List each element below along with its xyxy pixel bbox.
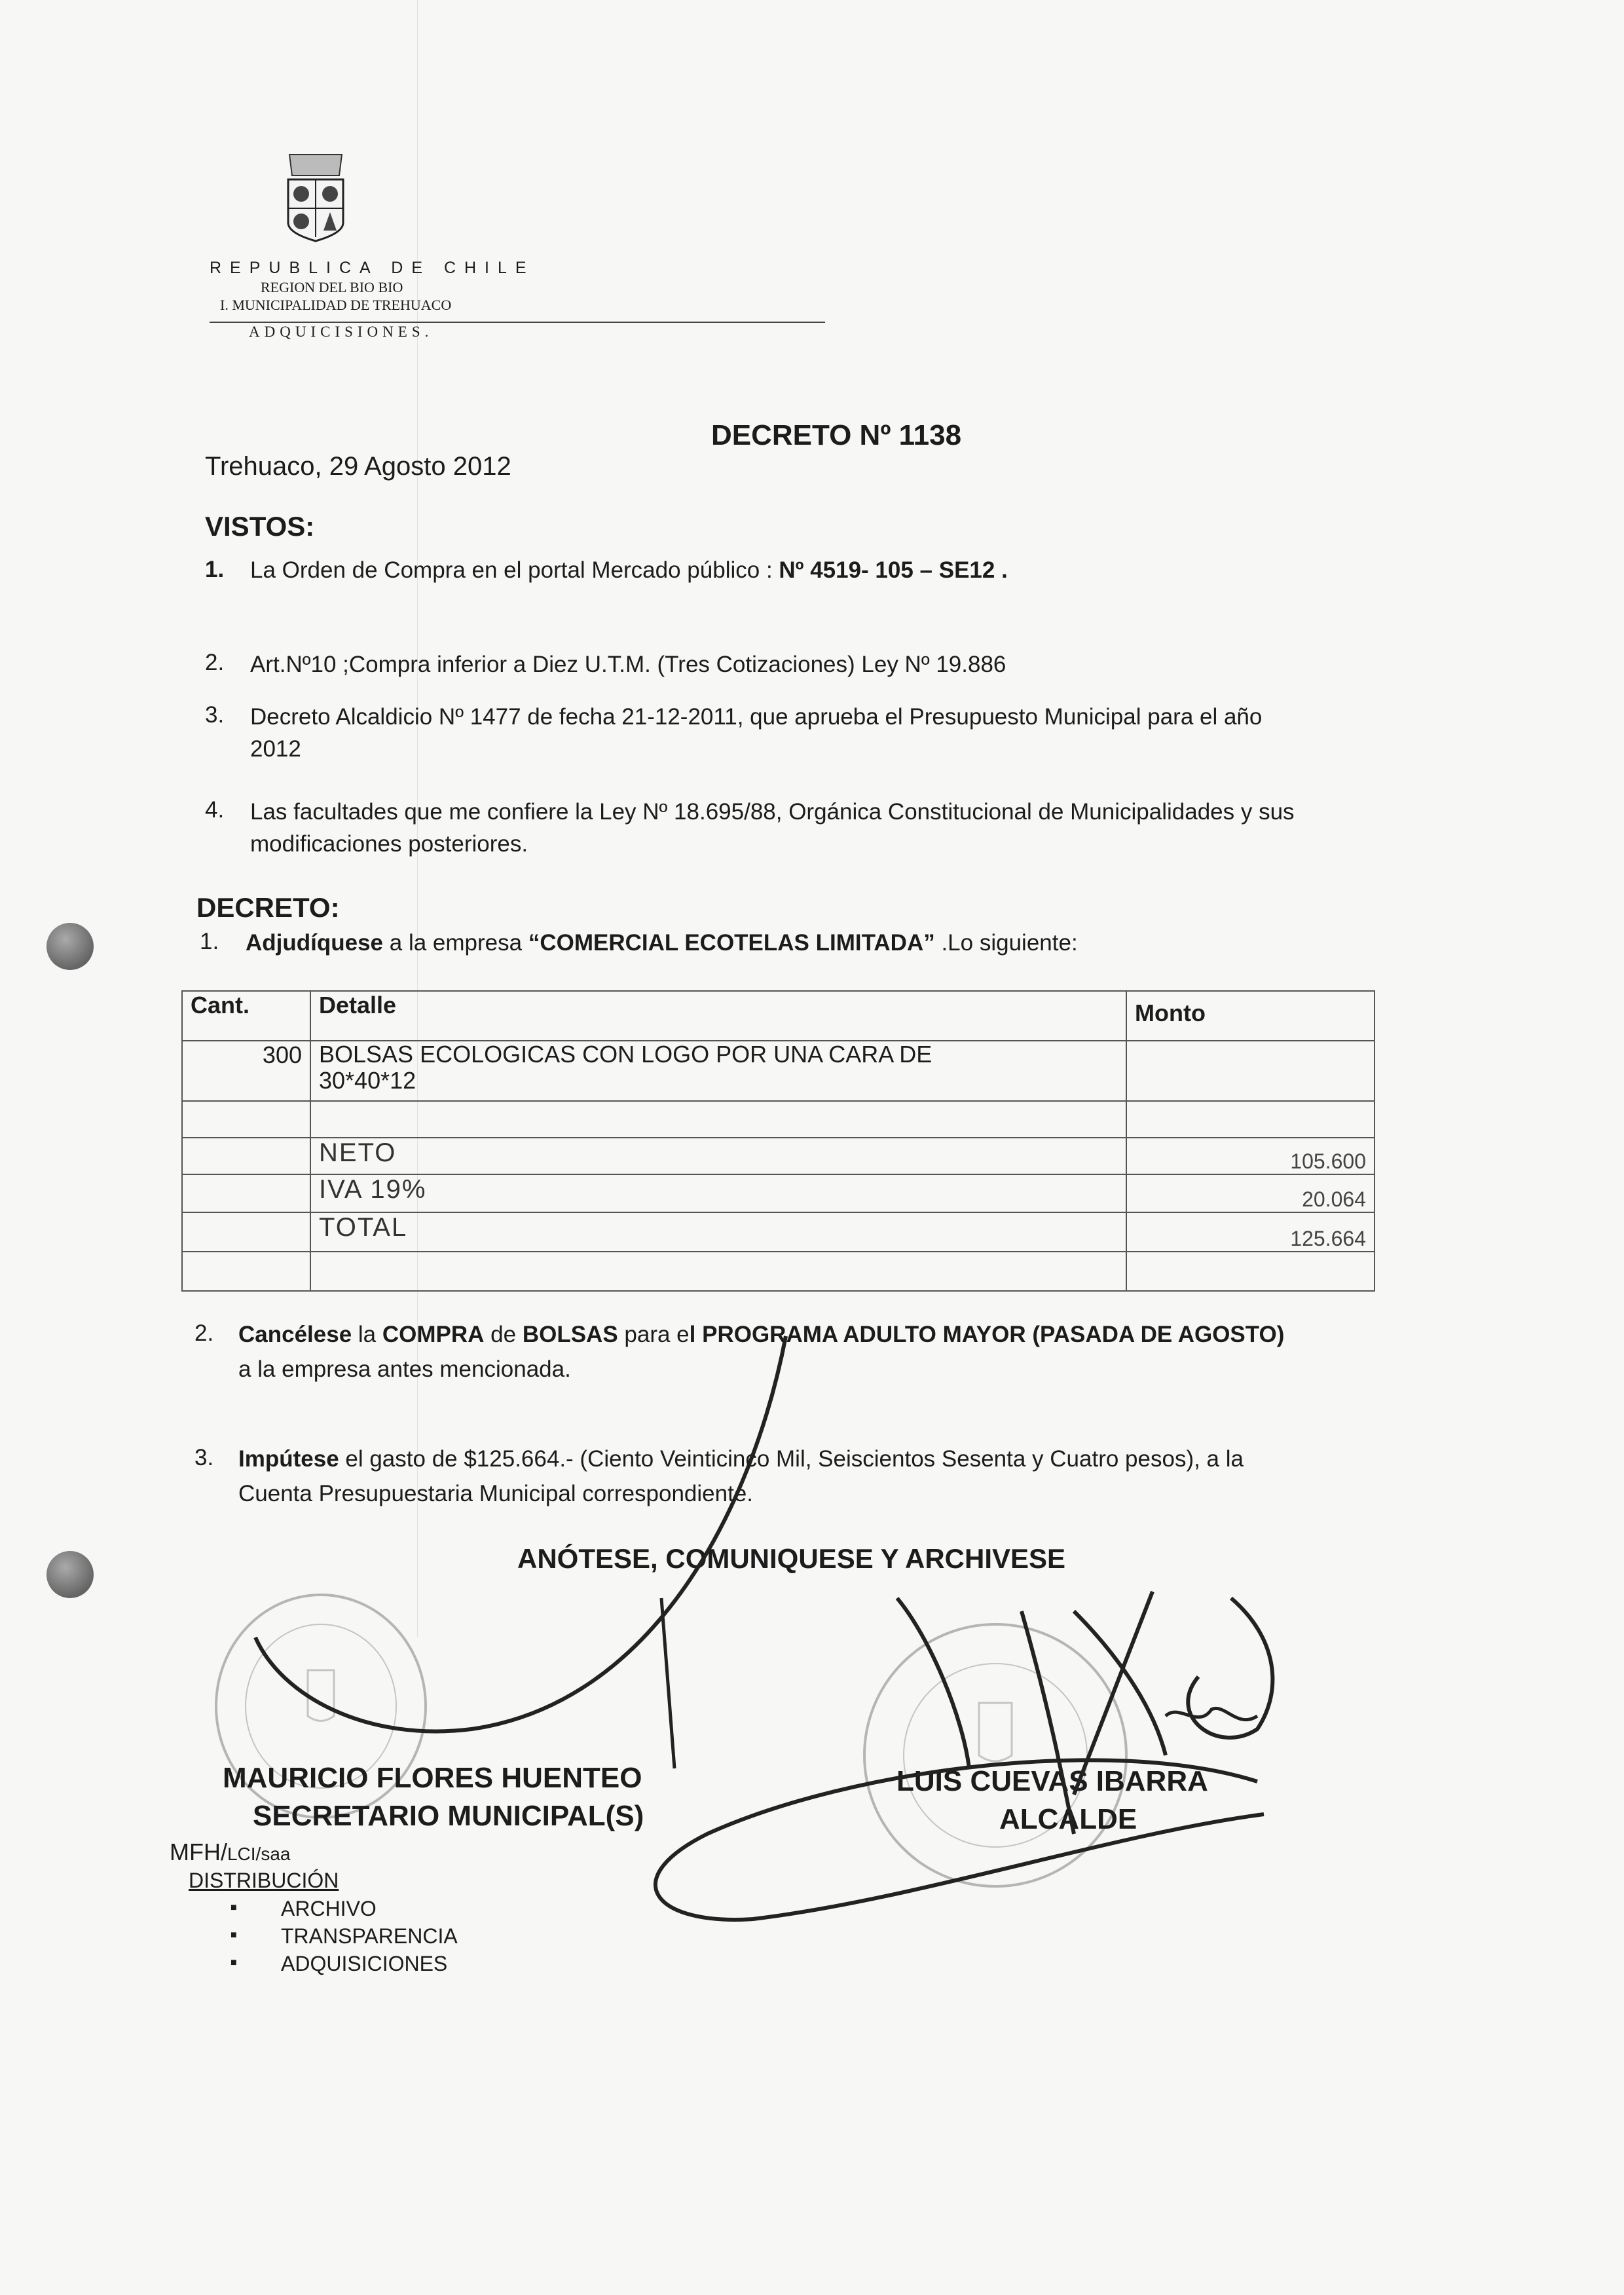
mayor-role: ALCALDE bbox=[999, 1803, 1137, 1835]
program-name: l PROGRAMA ADULTO MAYOR (PASADA DE AGOSTO) bbox=[689, 1322, 1285, 1347]
vistos-num: 2. bbox=[205, 650, 225, 675]
decreto-num: 2. bbox=[194, 1320, 214, 1346]
header-municipality: I. MUNICIPALIDAD DE TREHUACO bbox=[220, 297, 452, 313]
row-detail bbox=[310, 1041, 1126, 1101]
total-label: TOTAL bbox=[310, 1212, 1126, 1252]
totals-row bbox=[182, 1212, 1375, 1252]
initials-main: MFH/ bbox=[170, 1838, 227, 1865]
items-table bbox=[181, 990, 1375, 1292]
header-qty: Cant. bbox=[182, 991, 310, 1041]
place-date: Trehuaco, 29 Agosto 2012 bbox=[205, 452, 511, 481]
bold-text: BOLSAS bbox=[522, 1322, 618, 1347]
vistos-num: 1. bbox=[205, 557, 225, 582]
decreto-item-1 bbox=[246, 927, 1078, 959]
initials bbox=[170, 1839, 290, 1867]
distribution-item: ADQUISICIONES bbox=[281, 1952, 448, 1975]
decreto-item-3 bbox=[238, 1443, 1244, 1475]
distribution-item: ARCHIVO bbox=[281, 1897, 377, 1920]
company-name: “COMERCIAL ECOTELAS LIMITADA” bbox=[528, 930, 935, 956]
distribution-heading: DISTRIBUCIÓN bbox=[189, 1869, 339, 1892]
decreto-item-2 bbox=[238, 1318, 1284, 1351]
decreto-num: 1. bbox=[200, 929, 219, 954]
secretary-role: SECRETARIO MUNICIPAL(S) bbox=[253, 1800, 644, 1832]
vistos-text: La Orden de Compra en el portal Mercado público : bbox=[250, 557, 773, 583]
detail-line: BOLSAS ECOLOGICAS CON LOGO POR UNA CARA DE bbox=[319, 1041, 932, 1068]
detail-line: 30*40*12 bbox=[319, 1067, 416, 1094]
vistos-item-2: Art.Nº10 ;Compra inferior a Diez U.T.M. (Tres Cotizaciones) Ley Nº 19.886 bbox=[250, 652, 1006, 677]
vistos-num: 4. bbox=[205, 797, 225, 823]
total-value: 125.664 bbox=[1126, 1212, 1375, 1252]
neto-label: NETO bbox=[310, 1138, 1126, 1174]
header-amount: Monto bbox=[1126, 991, 1375, 1041]
iva-value: 20.064 bbox=[1126, 1174, 1375, 1212]
mayor-seal-stamp bbox=[851, 1611, 1139, 1899]
totals-row bbox=[182, 1174, 1375, 1212]
coat-of-arms-logo bbox=[282, 151, 350, 242]
header-detail: Detalle bbox=[310, 991, 1126, 1041]
bullet-icon: ■ bbox=[231, 1930, 237, 1941]
text: el gasto de $125.664.- (Ciento Veinticinco Mil, Seiscientos Sesenta y Cuatro pesos), a la bbox=[339, 1446, 1244, 1472]
initials-small: LCI/saa bbox=[227, 1844, 291, 1864]
closing-formula: ANÓTESE, COMUNIQUESE Y ARCHIVESE bbox=[517, 1543, 1066, 1574]
decreto-item-2-cont: a la empresa antes mencionada. bbox=[238, 1356, 571, 1382]
text: .Lo siguiente: bbox=[934, 930, 1078, 956]
mayor-name: LUIS CUEVAS IBARRA bbox=[896, 1765, 1208, 1797]
secretary-name: MAURICIO FLORES HUENTEO bbox=[223, 1762, 642, 1794]
bold-text: Cancélese bbox=[238, 1322, 352, 1347]
neto-value: 105.600 bbox=[1126, 1138, 1375, 1174]
punch-hole bbox=[46, 1551, 94, 1598]
bold-text: COMPRA bbox=[382, 1322, 485, 1347]
decreto-num: 3. bbox=[194, 1445, 214, 1470]
vistos-item-3-cont: 2012 bbox=[250, 736, 301, 762]
header-country: REPUBLICA DE CHILE bbox=[210, 259, 535, 277]
vistos-heading: VISTOS: bbox=[205, 511, 315, 542]
decreto-heading: DECRETO: bbox=[196, 892, 340, 923]
vistos-item-4-cont: modificaciones posteriores. bbox=[250, 831, 528, 857]
text: de bbox=[484, 1322, 523, 1347]
bold-text: Impútese bbox=[238, 1446, 339, 1472]
distribution-item: TRANSPARENCIA bbox=[281, 1924, 458, 1948]
vistos-item-3: Decreto Alcaldicio Nº 1477 de fecha 21-12-2011, que aprueba el Presupuesto Municipal para el año bbox=[250, 704, 1263, 730]
vistos-num: 3. bbox=[205, 702, 225, 728]
header-divider bbox=[210, 322, 825, 323]
vistos-item-1 bbox=[250, 554, 1008, 586]
bold-text: Adjudíquese bbox=[246, 930, 384, 956]
table-row bbox=[182, 1041, 1375, 1101]
text: para e bbox=[618, 1322, 690, 1347]
bullet-icon: ■ bbox=[231, 1957, 237, 1968]
iva-label: IVA 19% bbox=[310, 1174, 1126, 1212]
vistos-item-4: Las facultades que me confiere la Ley Nº 18.695/88, Orgánica Constitucional de Municipalidades y sus bbox=[250, 799, 1295, 825]
bullet-icon: ■ bbox=[231, 1902, 237, 1913]
decreto-item-3-cont: Cuenta Presupuestaria Municipal correspondiente. bbox=[238, 1481, 754, 1506]
punch-hole bbox=[46, 923, 94, 970]
totals-row bbox=[182, 1138, 1375, 1174]
header-department: ADQUICISIONES. bbox=[249, 324, 434, 340]
decree-title: DECRETO Nº 1138 bbox=[711, 419, 962, 451]
text: la bbox=[352, 1322, 382, 1347]
header-region: REGION DEL BIO BIO bbox=[261, 279, 403, 295]
text: a la empresa bbox=[383, 930, 528, 956]
order-number: Nº 4519- 105 – SE12 . bbox=[779, 557, 1008, 583]
row-qty: 300 bbox=[182, 1041, 310, 1101]
